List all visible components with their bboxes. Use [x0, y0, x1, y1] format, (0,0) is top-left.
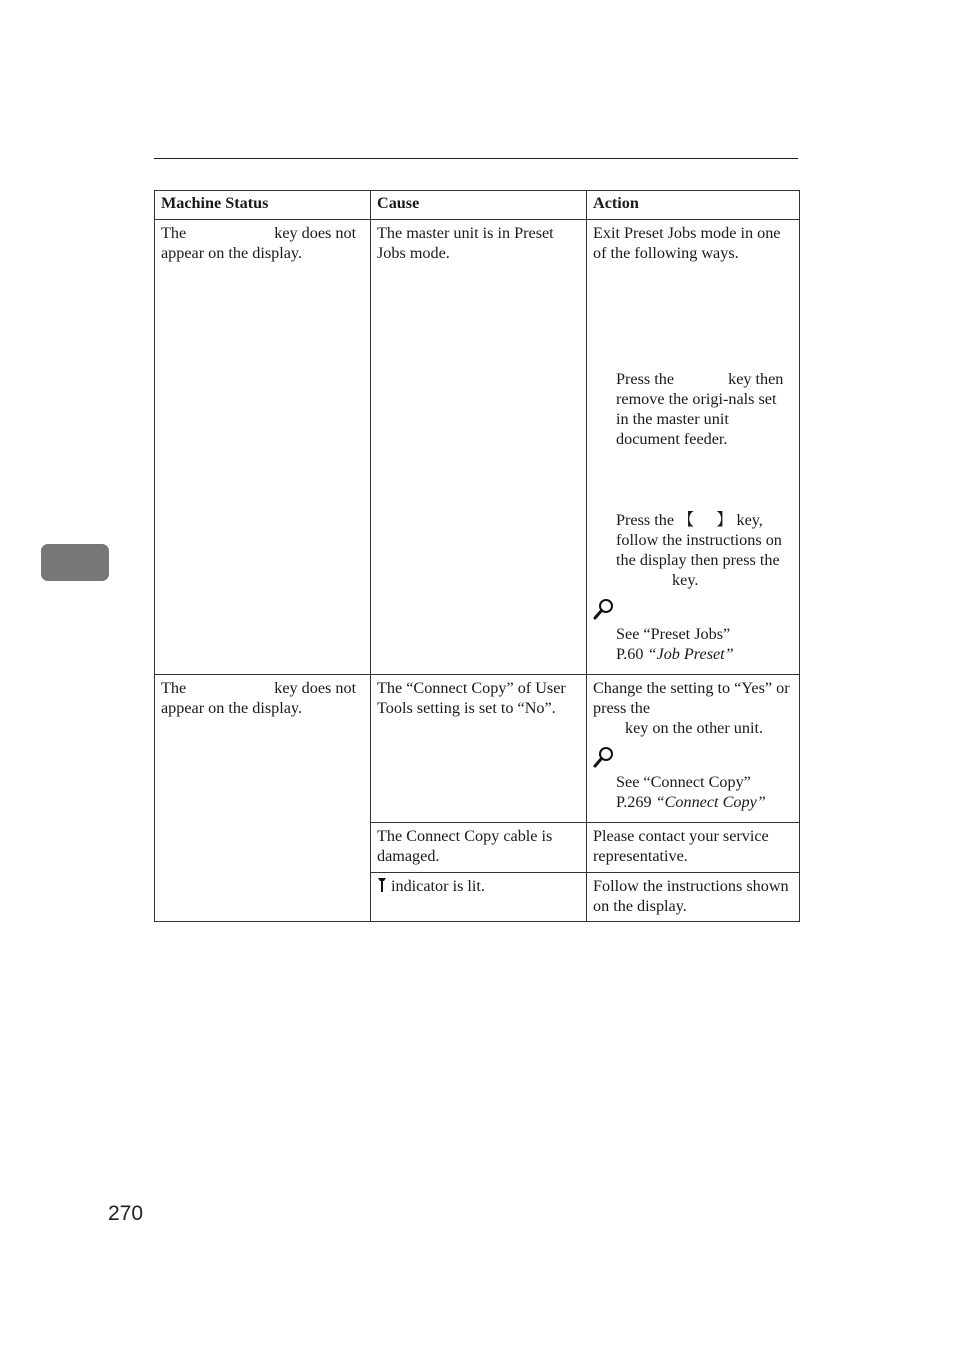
action-text-end: key on the other unit.	[625, 719, 764, 738]
magnifier-reference-icon	[593, 598, 615, 620]
reference-line-2: P.269 “Connect Copy”	[616, 793, 766, 812]
action-cell: Follow the instructions shown on the display.	[587, 872, 800, 921]
status-text-end: key does not appear on the display.	[161, 679, 357, 718]
magnifier-reference-icon	[593, 746, 615, 768]
reference-title: “Job Preset”	[647, 645, 734, 664]
page-number: 270	[108, 1202, 144, 1225]
action-cell	[587, 220, 800, 675]
cause-cell: The master unit is in Preset Jobs mode.	[371, 220, 587, 675]
header-rule	[154, 158, 798, 159]
key-bracket-close: 】	[716, 511, 733, 530]
table-row	[155, 675, 800, 822]
action-cell: Please contact your service representative.	[587, 822, 800, 872]
action-step-2: Press the 【 】 key, follow the instructions on the display then press the key.	[616, 511, 782, 590]
cause-cell: The “Connect Copy” of User Tools setting is set to “No”.	[371, 675, 587, 822]
cause-cell	[371, 872, 587, 921]
status-text-start: The	[161, 224, 187, 243]
status-text-start: The	[161, 679, 187, 698]
key-bracket-open: 【	[678, 511, 695, 530]
reference-line-1: See “Connect Copy”	[616, 773, 751, 792]
indicator-text: indicator is lit.	[391, 876, 485, 895]
wrench-indicator-icon	[377, 877, 387, 893]
action-intro: Exit Preset Jobs mode in one of the following ways.	[593, 224, 781, 263]
header-action: Action	[587, 191, 800, 220]
troubleshooting-table	[154, 190, 800, 922]
table-header-row	[155, 191, 800, 220]
action-text-start: Change the setting to “Yes” or press the	[593, 679, 790, 718]
status-cell	[155, 675, 371, 922]
header-cause: Cause	[371, 191, 587, 220]
reference-line-1: See “Preset Jobs”	[616, 625, 731, 644]
action-cell	[587, 675, 800, 822]
reference-title: “Connect Copy”	[655, 793, 766, 812]
status-cell	[155, 220, 371, 675]
status-text-end: key does not appear on the display.	[161, 224, 357, 263]
header-machine-status: Machine Status	[155, 191, 371, 220]
reference-line-2: P.60 “Job Preset”	[616, 645, 734, 664]
chapter-tab	[41, 544, 109, 581]
action-step-1: Press the key then remove the origi-nals set in the master unit document feeder.	[616, 370, 784, 449]
cause-cell: The Connect Copy cable is damaged.	[371, 822, 587, 872]
table-row	[155, 220, 800, 675]
